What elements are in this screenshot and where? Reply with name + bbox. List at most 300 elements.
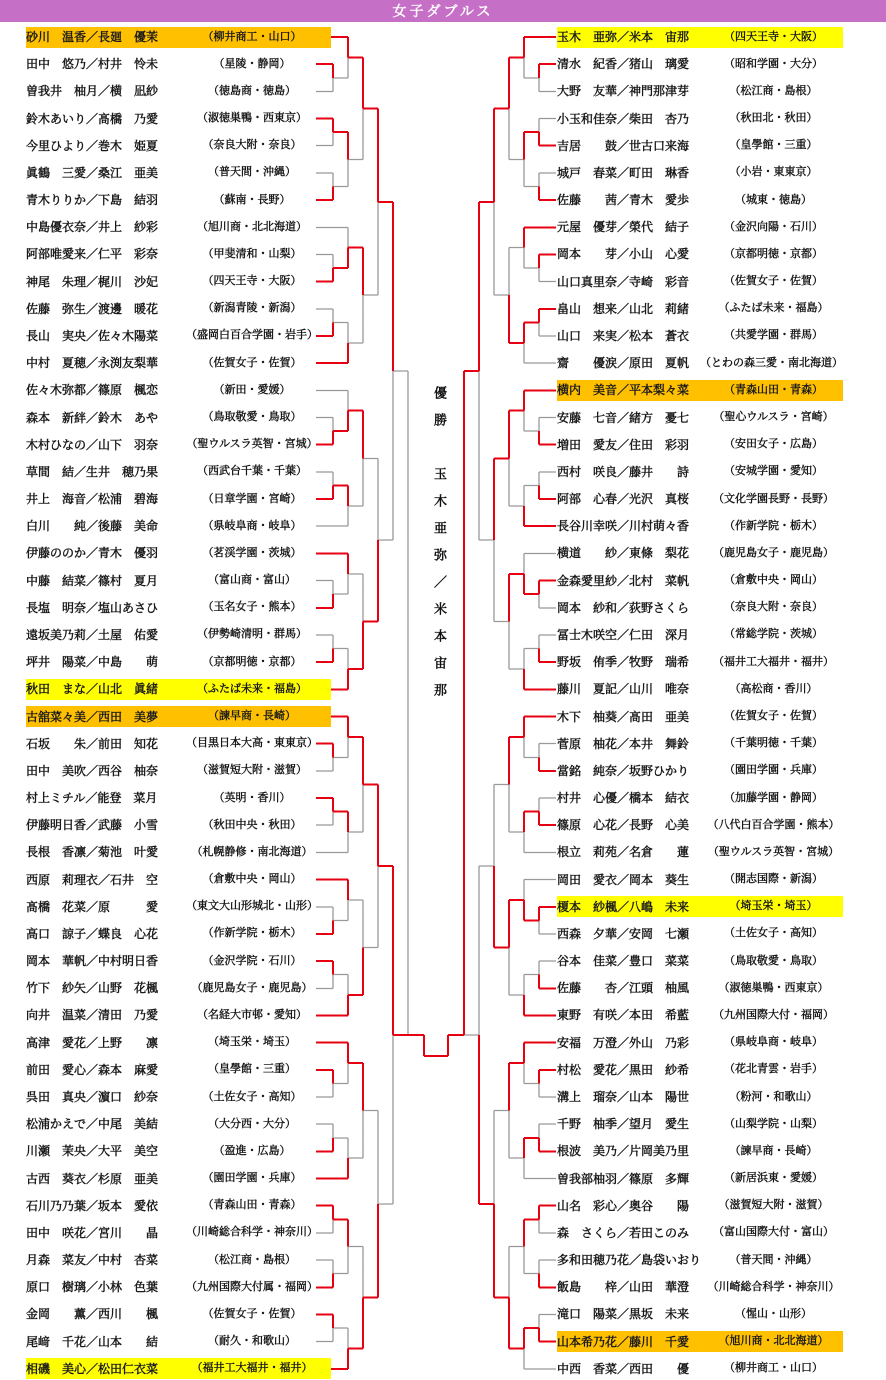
team-row [557,624,843,645]
team-row [557,1195,843,1216]
team-names: 山口真里奈／寺崎 彩音 [557,274,690,289]
team-row [26,353,331,374]
team-row [26,489,331,510]
team-names: 岡本 紗和／荻野さくら [557,600,690,615]
team-names: 當銘 純奈／坂野ひかり [557,763,690,778]
team-school: （安城学園・愛知） [724,465,823,478]
team-school: （花北青雲・岩手） [724,1063,823,1076]
team-school: （福井工大福井・福井） [713,655,834,668]
team-names: 中村 夏穂／永渕友梨華 [26,356,159,371]
team-row [557,54,843,75]
team-row [26,706,331,727]
team-row [557,217,843,238]
team-row [26,652,331,673]
team-school: （大分西・大分） [208,1117,296,1130]
team-names: 佐藤 茜／青木 愛歩 [557,193,690,208]
team-school: （青森山田・青森） [202,1199,302,1212]
team-row [557,978,843,999]
team-names: 溝上 瑠奈／山本 陽世 [557,1090,690,1105]
team-row [26,108,331,129]
team-school: （小岩・東東京） [729,166,818,179]
team-names: 冨士木咲空／仁田 深月 [557,627,690,642]
team-row [26,298,331,319]
team-names: 西村 咲良／藤井 詩 [557,464,690,479]
team-row [557,489,843,510]
team-school: （鳥取敬愛・鳥取） [202,411,302,424]
team-school: （開志国際・新潟） [724,873,823,886]
team-row [26,1358,331,1379]
team-school: （茗渓学園・茨城） [202,546,302,559]
team-row [26,733,331,754]
team-school: （滋賀短大附・滋賀） [718,1199,829,1212]
team-names: 鈴木あいり／髙橋 乃愛 [26,111,159,126]
team-school: （富山商・富山） [208,574,296,587]
team-school: （耐久・和歌山） [208,1335,296,1348]
team-row [557,652,843,673]
team-row [557,570,843,591]
team-names: 清水 紀香／猪山 璃愛 [557,57,690,72]
team-names: 砂川 温香／長廻 優茉 [26,30,159,44]
team-row [557,679,843,700]
team-row [557,1304,843,1325]
team-names: 金岡 薫／西川 楓 [26,1307,159,1322]
team-row [26,1304,331,1325]
team-names: 多和田穂乃花／島袋いおり [557,1253,702,1268]
team-school: （福井工大福井・福井） [191,1362,313,1375]
team-school: （九州国際大付・福岡） [713,1008,834,1021]
team-names: 西原 莉理衣／石井 空 [26,872,159,887]
team-school: （旭川商・北北海道） [197,220,307,233]
team-row [26,543,331,564]
team-row [26,679,331,700]
team-school: （川崎総合科学・神奈川） [186,1226,318,1239]
team-names: 森本 新絆／鈴木 あや [26,410,159,425]
team-names: 大野 友華／神門那津芽 [557,84,690,99]
team-school: （ふたば未来・福島） [718,302,829,315]
team-school: （土佐女子・高知） [724,927,823,940]
team-names: 根立 莉苑／名倉 蓮 [557,845,690,860]
team-row [26,407,331,428]
team-row [557,923,843,944]
team-school: （共愛学園・群馬） [724,329,823,342]
team-row [26,570,331,591]
team-school: （倉敷中央・岡山） [202,873,302,886]
team-names: 滝口 陽菜／黒坂 未来 [557,1307,690,1322]
team-school: （粉河・和歌山） [729,1090,818,1103]
team-school: （淑徳巣鴨・西東京） [197,112,307,125]
team-names: 横内 美音／平本梨々菜 [557,383,690,398]
team-row [557,760,843,781]
team-row [26,1059,331,1080]
team-row [26,760,331,781]
team-names: 川瀬 茉央／大平 美空 [26,1144,159,1159]
team-names: 畠山 想来／山北 莉緒 [557,301,690,316]
champion-label: 優勝 玉木亜弥／米本宙那 [432,386,447,710]
team-row [26,271,331,292]
team-names: 木下 柚葵／髙田 亜美 [557,709,690,724]
team-row [557,81,843,102]
team-names: 井上 海音／松浦 碧海 [26,492,159,507]
team-names: 草間 結／生井 穂乃果 [26,464,159,479]
team-row [26,1032,331,1053]
team-school: （山梨学院・山梨） [724,1117,823,1130]
team-row [26,1195,331,1216]
team-school: （千葉明徳・千葉） [724,737,823,750]
team-school: （英明・香川） [213,791,291,804]
team-row [26,1005,331,1026]
team-school: （埼玉栄・埼玉） [729,900,818,913]
team-names: 佐々木弥都／篠原 楓恋 [26,383,159,398]
team-school: （高松商・香川） [729,682,818,695]
team-school: （西武台千葉・千葉） [197,465,307,478]
team-row [557,434,843,455]
team-row [557,1005,843,1026]
team-school: （星陵・静岡） [213,57,291,70]
team-names: 城戸 春菜／町田 琳香 [557,165,690,180]
team-school: （埼玉栄・埼玉） [208,1036,296,1049]
team-row [26,1250,331,1271]
team-school: （甲斐清和・山梨） [202,247,302,260]
team-row [26,1141,331,1162]
team-row [557,135,843,156]
team-names: 岡本 華帆／中村明日香 [26,954,159,969]
team-row [26,1222,331,1243]
team-row [557,1250,843,1271]
team-school: （諫早商・長崎） [729,1144,818,1157]
team-row [557,516,843,537]
team-row [26,1331,331,1352]
team-names: 呉田 真央／濵口 紗奈 [26,1090,159,1105]
team-names: 阿部唯愛来／仁平 彩奈 [26,247,159,262]
team-names: 曽我部柚羽／篠原 多輝 [557,1171,690,1186]
team-row [26,461,331,482]
team-school: （四天王寺・大阪） [724,30,823,43]
team-row [557,951,843,972]
team-school: （奈良大附・奈良） [724,601,823,614]
team-row [26,624,331,645]
team-names: 秋田 まな／山北 眞緒 [26,682,159,697]
team-school: （四天王寺・大阪） [202,275,302,288]
team-school: （聖心ウルスラ・宮崎） [713,411,834,424]
team-school: （富山国際大付・富山） [713,1226,834,1239]
team-names: 安藤 七音／緒方 憂七 [557,410,690,425]
team-names: 古舘菜々美／西田 美夢 [26,709,159,724]
team-names: 白川 純／後藤 美命 [26,519,159,534]
team-school: （金沢向陽・石川） [724,220,823,233]
team-row [557,325,843,346]
team-names: 玉木 亜弥／米本 宙那 [557,30,690,44]
team-school: （滋賀短大附・滋賀） [197,764,307,777]
team-row [26,1114,331,1135]
team-school: （京都明徳・京都） [202,655,302,668]
team-school: （盈進・広島） [213,1144,291,1157]
team-row [557,461,843,482]
team-school: （目黒日本大高・東東京） [186,737,318,750]
team-school: （名経大市邨・愛知） [197,1008,307,1021]
team-school: （文化学園長野・長野） [713,492,834,505]
team-row [557,271,843,292]
team-school: （土佐女子・高知） [202,1090,302,1103]
team-row [557,1168,843,1189]
team-row [26,380,331,401]
team-school: （八代白百合学園・熊本） [707,818,840,831]
team-row [557,380,843,401]
team-school: （鳥取敬愛・鳥取） [724,954,823,967]
team-names: 長谷川幸咲／川村萌々香 [557,519,690,534]
team-row [26,516,331,537]
team-names: 増田 愛友／住田 彩羽 [557,437,690,452]
team-names: 曽我井 柚月／横 凪紗 [26,84,159,99]
team-names: 青木りりか／下島 結羽 [26,193,159,208]
team-names: 石坂 朱／前田 知花 [26,736,159,751]
team-names: 月森 菜友／中村 杏菜 [26,1253,159,1268]
team-school: （秋田北・秋田） [729,112,818,125]
team-names: 眞鶴 三愛／桑江 亜美 [26,165,159,180]
team-names: 山名 彩心／奥谷 陽 [557,1198,690,1213]
team-row [26,54,331,75]
team-row [26,951,331,972]
team-names: 神尾 朱理／梶川 沙妃 [26,274,159,289]
team-names: 菅原 柚花／本井 舞鈴 [557,736,690,751]
team-names: 長塩 明奈／塩山あさひ [26,600,159,615]
team-school: （新居浜東・愛媛） [724,1172,823,1185]
team-row [557,407,843,428]
team-school: （奈良大附・奈良） [202,139,302,152]
team-school: （県岐阜商・岐阜） [202,519,302,532]
team-row [557,1114,843,1135]
team-row [557,244,843,265]
team-row [26,597,331,618]
team-school: （松江商・島根） [729,84,818,97]
team-row [26,788,331,809]
team-school: （京都明徳・京都） [724,247,823,260]
team-school: （作新学院・栃木） [202,927,302,940]
team-names: 田中 咲花／宮川 晶 [26,1225,159,1240]
team-school: （柳井商工・山口） [724,1362,823,1375]
team-school: （とわの森三愛・南北海道） [700,356,843,369]
team-school: （九州国際大付属・福岡） [186,1280,318,1293]
team-school: （佐賀女子・佐賀） [202,356,302,369]
team-row [26,135,331,156]
team-row [26,434,331,455]
team-row [557,896,843,917]
team-school: （佐賀女子・佐賀） [202,1307,302,1320]
team-names: 齋 優涙／原田 夏帆 [557,356,690,371]
team-row [26,869,331,890]
team-names: 小玉和佳奈／柴田 杏乃 [557,111,690,126]
team-names: 髙橋 花菜／原 愛 [26,899,159,914]
team-school: （川崎総合科学・神奈川） [707,1280,840,1293]
team-school: （伊勢崎清明・群馬） [197,628,307,641]
team-school: （札幌静修・南北海道） [191,845,313,858]
team-school: （佐賀女子・佐賀） [724,275,823,288]
team-row [26,325,331,346]
team-school: （佐賀女子・佐賀） [724,710,823,722]
team-row [557,788,843,809]
team-names: 木村ひなの／山下 羽奈 [26,437,159,452]
team-names: 藤川 夏記／山川 唯奈 [557,682,690,697]
team-names: 篠原 心花／長野 心美 [557,818,690,833]
team-names: 阿部 心春／光沢 真桜 [557,492,690,507]
team-row [557,108,843,129]
team-row [26,1277,331,1298]
team-row [557,298,843,319]
team-row [557,733,843,754]
team-school: （松江商・島根） [208,1253,296,1266]
team-names: 元屋 優芽／榮代 結子 [557,220,690,235]
team-row [557,1087,843,1108]
team-school: （城東・徳島） [735,193,812,206]
team-names: 山本希乃花／藤川 千愛 [557,1334,690,1349]
team-row [557,815,843,836]
team-school: （園田学園・兵庫） [724,764,823,777]
team-school: （玉名女子・熊本） [202,601,302,614]
team-row [26,896,331,917]
team-school: （加藤学園・静岡） [724,791,823,804]
team-names: 根波 美乃／片岡美乃里 [557,1144,690,1159]
team-school: （鹿児島女子・鹿児島） [713,546,834,559]
team-names: 竹下 紗矢／山野 花楓 [26,981,159,996]
team-school: （新潟青陵・新潟） [202,302,302,315]
team-names: 前田 愛心／森本 麻愛 [26,1062,159,1077]
team-school: （盛岡白百合学園・岩手） [186,329,318,342]
team-names: 佐藤 弥生／渡邊 暖花 [26,301,159,316]
team-school: （普天間・沖縄） [729,1253,818,1266]
team-names: 東野 有咲／本田 希藍 [557,1008,690,1023]
team-names: 遠坂美乃莉／土屋 佑愛 [26,627,159,642]
team-school: （皇學館・三重） [208,1063,296,1076]
team-row [557,1358,843,1379]
team-row [26,244,331,265]
team-school: （安田女子・広島） [724,438,823,451]
team-names: 吉居 鼓／世古口来海 [557,138,690,153]
team-names: 中西 香菜／西田 優 [557,1361,690,1376]
team-school: （普天間・沖縄） [208,166,296,179]
team-names: 岡本 芽／小山 心愛 [557,247,690,262]
team-school: （柳井商工・山口） [202,30,302,43]
team-names: 森 さくら／若田このみ [557,1225,690,1240]
team-names: 村松 愛花／黒田 紗希 [557,1062,690,1077]
team-row [26,1087,331,1108]
team-names: 谷本 佳菜／豊口 菜菜 [557,954,690,969]
team-names: 佐藤 杏／江頭 柚風 [557,981,690,996]
team-school: （皇學館・三重） [729,139,818,152]
team-names: 千野 柚季／望月 愛生 [557,1117,690,1132]
team-row [557,543,843,564]
team-row [26,842,331,863]
team-school: （昭和学園・大分） [724,57,823,70]
team-row [557,162,843,183]
team-names: 村上ミチル／能登 菜月 [26,791,158,806]
team-school: （旭川商・北北海道） [718,1335,829,1348]
team-school: （惺山・山形） [735,1307,812,1320]
team-school: （鹿児島女子・鹿児島） [191,981,313,994]
team-names: 岡田 愛衣／岡本 葵生 [557,872,690,887]
team-school: （日章学園・宮崎） [202,492,302,505]
team-names: 古西 葵衣／杉原 亜美 [26,1171,159,1186]
team-names: 相磯 美心／松田仁衣菜 [26,1361,159,1376]
team-names: 伊藤ののか／青木 優羽 [26,546,159,561]
team-row [26,815,331,836]
team-row [557,1141,843,1162]
team-row [557,842,843,863]
team-row [557,1331,843,1352]
team-row [26,1168,331,1189]
team-school: （ふたば未来・福島） [197,682,307,695]
team-row [26,162,331,183]
team-school: （徳島商・徳島） [208,84,296,97]
team-names: 野坂 侑季／牧野 瑞希 [557,655,690,670]
team-school: （金沢学院・石川） [202,954,302,967]
team-names: 山口 来実／松本 蒼衣 [557,328,690,343]
team-names: 向井 温菜／清田 乃愛 [26,1008,159,1023]
team-school: （蘇南・長野） [213,193,291,206]
team-school: （聖ウルスラ英智・宮城） [186,438,318,451]
team-names: 高口 諒子／蝶良 心花 [26,926,159,941]
team-names: 中藤 結菜／篠村 夏月 [26,573,159,588]
team-row [557,1059,843,1080]
team-names: 尾﨑 千花／山本 結 [26,1334,159,1349]
team-names: 石川乃乃葉／坂本 愛依 [26,1198,159,1213]
team-names: 長山 実央／佐々木陽菜 [26,328,159,343]
team-row [26,217,331,238]
team-row [557,1277,843,1298]
team-row [557,1032,843,1053]
team-row [26,978,331,999]
team-school: （青森山田・青森） [724,383,823,396]
team-names: 長根 香凛／菊池 叶愛 [26,845,159,860]
team-row [557,706,843,727]
team-school: （園田学園・兵庫） [202,1172,302,1185]
team-row [26,923,331,944]
team-row [557,597,843,618]
team-names: 坪井 陽菜／中島 萌 [26,655,159,670]
team-school: （秋田中央・秋田） [202,818,302,831]
team-school: （作新学院・栃木） [724,519,823,532]
team-row [557,869,843,890]
team-names: 田中 悠乃／村井 怜未 [26,57,159,72]
team-row [26,81,331,102]
team-row [557,353,843,374]
team-school: （常総学院・茨城） [724,628,823,641]
team-names: 田中 美吹／西谷 柚奈 [26,763,159,778]
team-names: 中島優衣奈／井上 紗彩 [26,220,159,235]
team-row [557,1222,843,1243]
team-row [557,27,843,48]
team-row [557,190,843,211]
team-names: 金森愛里紗／北村 菜帆 [557,573,690,588]
team-row [26,27,331,48]
team-school: （倉敷中央・岡山） [724,574,823,587]
team-school: （新田・愛媛） [213,383,291,396]
team-school: （淑徳巣鴨・西東京） [718,981,829,994]
team-names: 西森 夕華／安岡 七瀬 [557,926,690,941]
team-school: （県岐阜商・岐阜） [724,1036,823,1049]
team-row [26,190,331,211]
team-names: 村井 心優／橋本 結衣 [557,791,690,806]
team-names: 横道 紗／東條 梨花 [557,546,690,561]
team-names: 松浦かえで／中尾 美結 [26,1117,159,1132]
team-names: 榎本 紗楓／八嶋 未来 [557,899,690,914]
team-names: 安福 万澄／外山 乃彩 [557,1035,690,1050]
team-names: 今里ひより／巻木 姫夏 [26,138,159,153]
team-names: 飯島 梓／山田 華澄 [557,1280,690,1295]
team-school: （聖ウルスラ英智・宮城） [707,845,840,858]
team-school: （諫早商・長崎） [208,710,296,722]
team-names: 高津 愛花／上野 凛 [26,1035,159,1050]
tournament-title-bar [0,0,886,22]
team-names: 原口 樹璃／小林 色葉 [26,1280,159,1295]
